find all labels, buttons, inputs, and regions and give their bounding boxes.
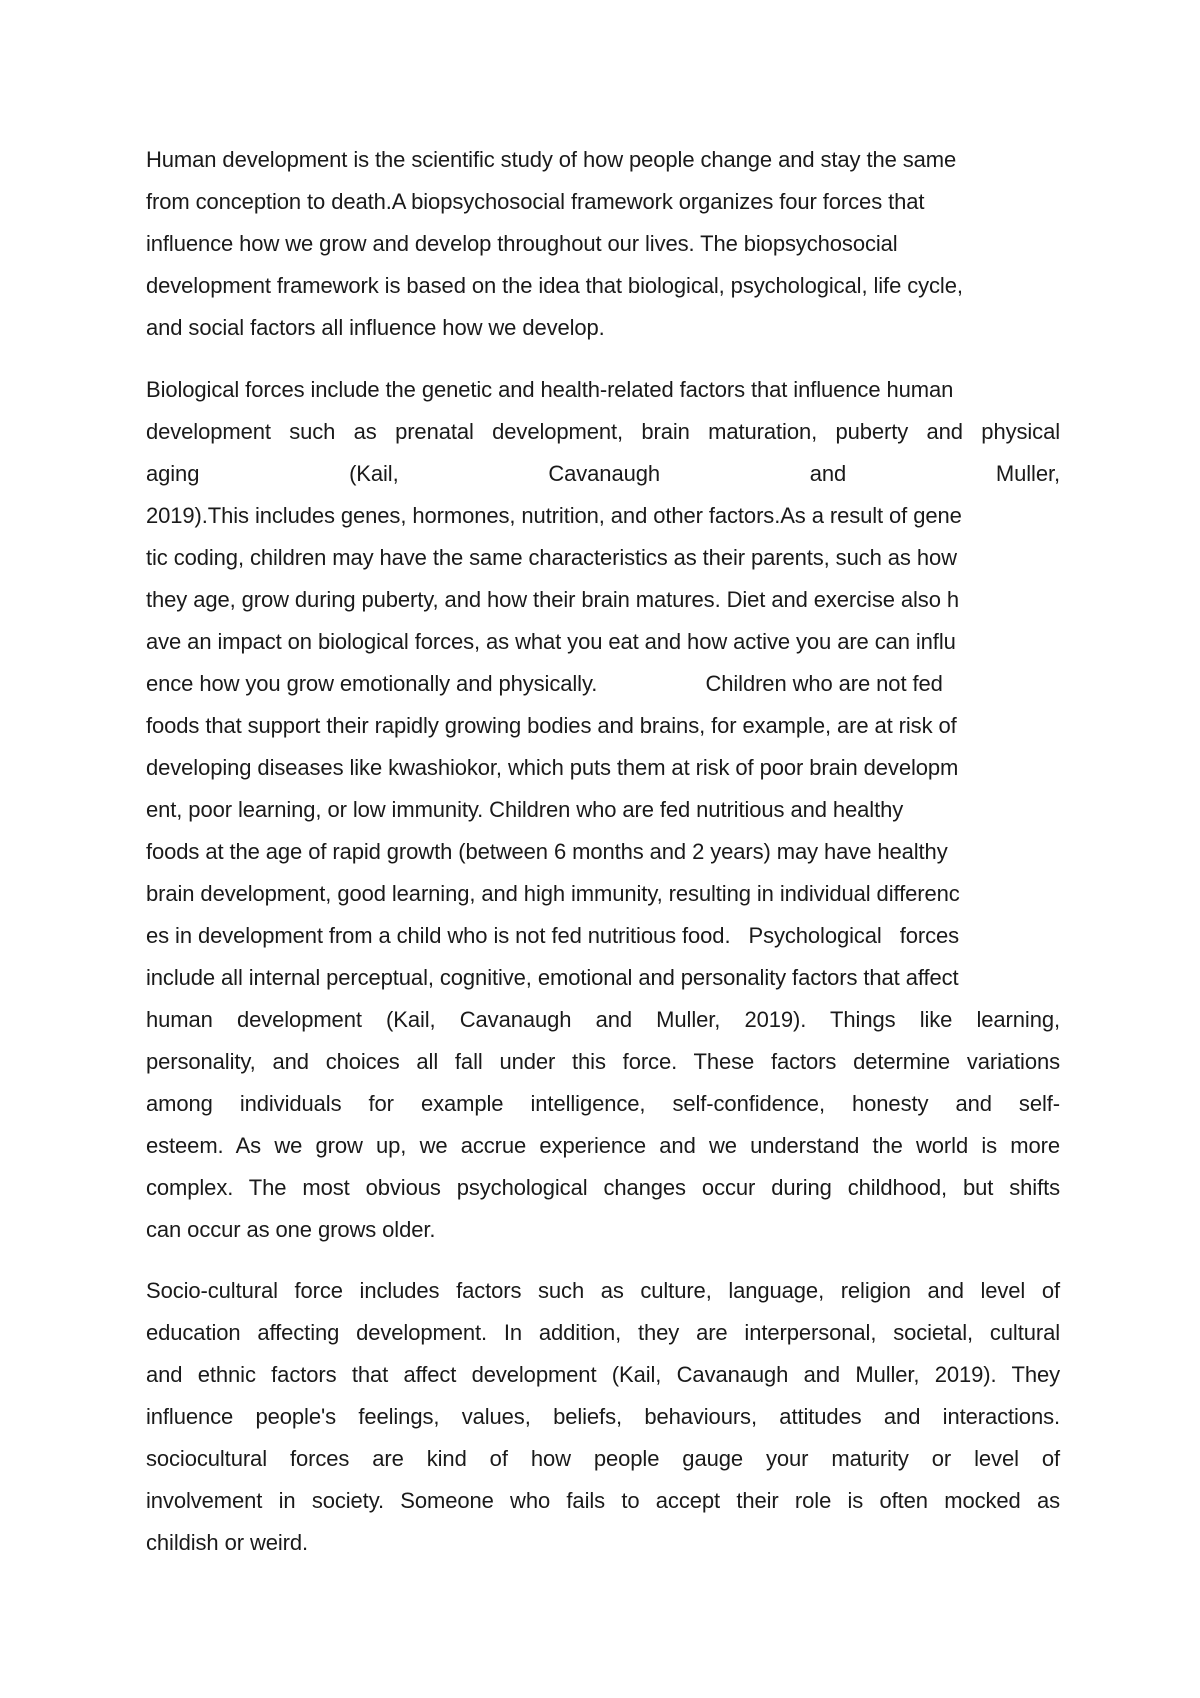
text-line: development framework is based on the idea that biological, psychological, life cycle, [146, 273, 963, 298]
text-line: influence people's feelings, values, beliefs, behaviours, attitudes and interactions. [146, 1404, 1060, 1429]
text-line: influence how we grow and develop throughout our lives. The biopsychosocial [146, 231, 898, 256]
text-line: human development (Kail, Cavanaugh and Muller, 2019). Things like learning, [146, 1007, 1060, 1032]
text-line: developing diseases like kwashiokor, which puts them at risk of poor brain developm [146, 755, 959, 780]
text-line: brain development, good learning, and high immunity, resulting in individual differenc [146, 881, 960, 906]
text-line: ence how you grow emotionally and physically. Children who are not fed [146, 671, 943, 696]
paragraph-biological-psychological [146, 369, 1060, 1251]
text-line: foods at the age of rapid growth (between 6 months and 2 years) may have healthy [146, 839, 948, 864]
text-line: from conception to death.A biopsychosocial framework organizes four forces that [146, 189, 925, 214]
text-line: Biological forces include the genetic and health-related factors that influence human [146, 377, 954, 402]
text-line: and social factors all influence how we develop. [146, 315, 605, 340]
text-line: include all internal perceptual, cognitive, emotional and personality factors that affect [146, 965, 959, 990]
text-line: ent, poor learning, or low immunity. Children who are fed nutritious and healthy [146, 797, 904, 822]
text-line: esteem. As we grow up, we accrue experience and we understand the world is more [146, 1133, 1060, 1158]
text-line: sociocultural forces are kind of how people gauge your maturity or level of [146, 1446, 1060, 1471]
paragraph-socio-cultural [146, 1270, 1060, 1564]
text-line: involvement in society. Someone who fails to accept their role is often mocked as [146, 1488, 1060, 1513]
text-line: among individuals for example intelligence, self-confidence, honesty and self- [146, 1091, 1060, 1116]
text-line: es in development from a child who is not fed nutritious food. Psychological forces [146, 923, 960, 948]
text-line: they age, grow during puberty, and how their brain matures. Diet and exercise also h [146, 587, 959, 612]
text-line: childish or weird. [146, 1530, 309, 1555]
text-line: foods that support their rapidly growing bodies and brains, for example, are at risk of [146, 713, 957, 738]
paragraph-intro [146, 139, 1060, 349]
text-line: 2019).This includes genes, hormones, nutrition, and other factors.As a result of gene [146, 503, 962, 528]
text-line: complex. The most obvious psychological changes occur during childhood, but shifts [146, 1175, 1060, 1200]
text-line: education affecting development. In addition, they are interpersonal, societal, cultural [146, 1320, 1060, 1345]
text-line: and ethnic factors that affect development (Kail, Cavanaugh and Muller, 2019). They [146, 1362, 1060, 1387]
text-line: aging (Kail, Cavanaugh and Muller, [146, 461, 1060, 486]
text-line: development such as prenatal development, brain maturation, puberty and physical [146, 419, 1060, 444]
text-line: tic coding, children may have the same characteristics as their parents, such as how [146, 545, 957, 570]
text-line: Socio-cultural force includes factors such as culture, language, religion and level of [146, 1278, 1060, 1303]
text-line: can occur as one grows older. [146, 1217, 436, 1242]
text-line: personality, and choices all fall under this force. These factors determine variations [146, 1049, 1060, 1074]
text-line: Human development is the scientific study of how people change and stay the same [146, 147, 957, 172]
text-line: ave an impact on biological forces, as what you eat and how active you are can influ [146, 629, 956, 654]
